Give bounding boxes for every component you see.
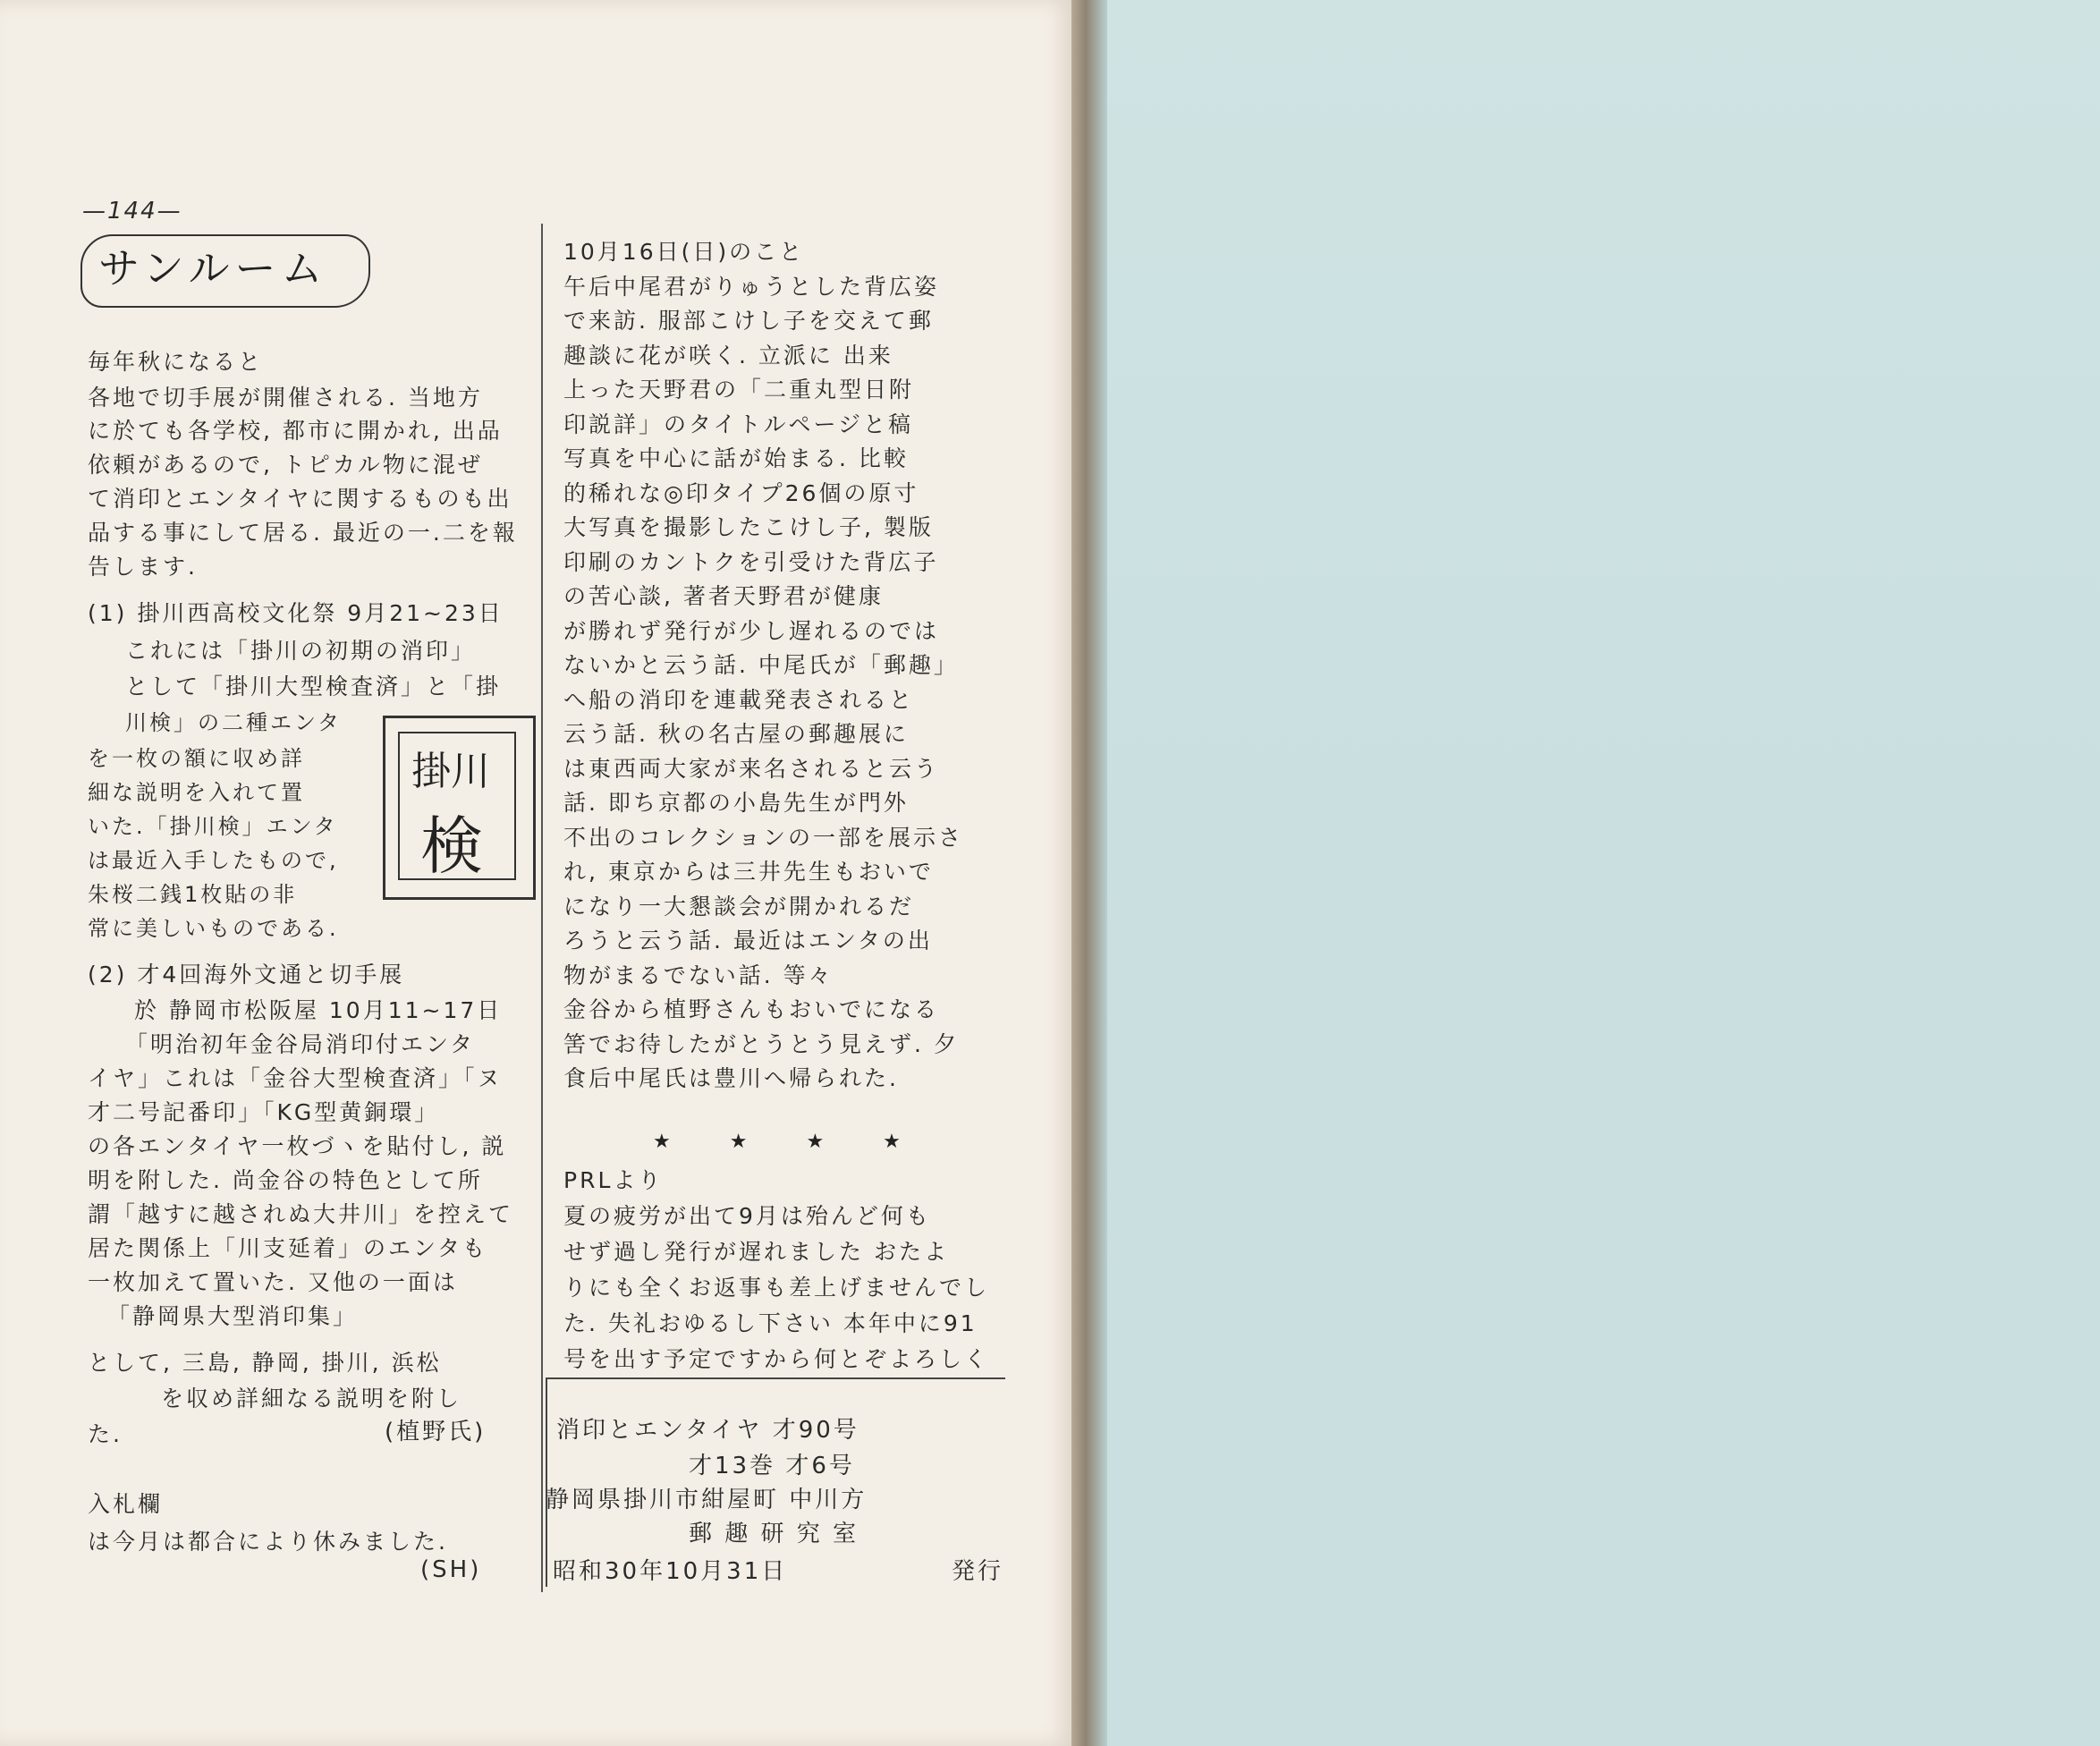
- left-text-line: として, 三島, 静岡, 掛川, 浜松: [88, 1350, 442, 1376]
- left-text-line: 細な説明を入れて置: [88, 780, 305, 805]
- left-text-line: を一枚の額に収め詳: [88, 746, 305, 771]
- left-text-line: (1) 掛川西高校文化祭 9月21~23日: [88, 600, 504, 626]
- left-text-line: (2) 才4回海外文通と切手展: [88, 962, 405, 987]
- left-text-line: の各エンタイヤ一枚づヽを貼付し, 説: [88, 1133, 507, 1159]
- right-text-line: 上った天野君の「二重丸型日附: [563, 377, 915, 403]
- page-number: —144—: [82, 198, 182, 225]
- page-title: サンルーム: [98, 244, 328, 292]
- left-text-line: いた.「掛川検」エンタ: [88, 814, 338, 839]
- right-text-line: 午后中尾君がりゅうとした背広姿: [563, 273, 940, 300]
- right-text-line: は東西両大家が来名されると云う: [563, 755, 940, 782]
- colophon-title: 消印とエンタイヤ 才90号: [556, 1417, 859, 1444]
- left-initials: (SH): [420, 1556, 482, 1583]
- right-text-line: 云う話. 秋の名古屋の郵趣展に: [563, 721, 909, 747]
- left-text-line: は今月は都合により休みました.: [88, 1529, 448, 1555]
- right-text-line: 大写真を撮影したこけし子, 製版: [563, 514, 934, 540]
- left-text-line: 朱桜二銭1枚貼の非: [88, 882, 298, 907]
- colophon-volume: 才13巻 才6号: [689, 1453, 855, 1479]
- left-text-line: 毎年秋になると: [88, 349, 264, 375]
- left-text-line: として「掛川大型検査済」と「掛: [125, 674, 502, 699]
- column-divider: [541, 224, 543, 1592]
- star-divider: ★★★★: [653, 1131, 960, 1153]
- left-text-line: これには「掛川の初期の消印」: [125, 638, 477, 664]
- left-text-line: 告します.: [88, 554, 198, 580]
- right-text-line: れ, 東京からは三井先生もおいで: [563, 859, 934, 885]
- stamp-text-main: 検: [420, 809, 483, 883]
- right-text-line: ないかと云う話. 中尾氏が「郵趣」: [563, 652, 959, 678]
- right-text-line: 印説詳」のタイトルページと稿: [563, 411, 914, 437]
- colophon-publisher: 郵 趣 研 究 室: [689, 1521, 859, 1547]
- left-text-line: 居た関係上「川支延着」のエンタも: [88, 1235, 488, 1261]
- left-text-line: 「静岡県大型消印集」: [107, 1303, 359, 1329]
- stamp-text-top: 掛川: [411, 749, 490, 794]
- right-text-line: 印刷のカントクを引受けた背広子: [563, 548, 939, 575]
- book-gutter: [1071, 0, 1107, 1746]
- left-text-line: 依頼があるので, トピカル物に混ぜ: [88, 452, 483, 478]
- right-text-line: で来訪. 服部こけし子を交えて郵: [563, 308, 934, 334]
- left-text-line: に於ても各学校, 都市に開かれ, 出品: [88, 418, 503, 444]
- right-text-line: 趣談に花が咲く. 立派に 出来: [563, 342, 893, 369]
- right-text-line: 不出のコレクションの一部を展示さ: [563, 824, 964, 851]
- left-text-line: を収め詳細なる説明を附し: [161, 1386, 462, 1411]
- right-text-line: 筈でお待したがとうとう見えず. 夕: [563, 1030, 959, 1057]
- right-text-line: せず過し発行が遅れました おたよ: [563, 1239, 949, 1265]
- right-text-line: りにも全くお返事も差上げませんでし: [563, 1275, 990, 1301]
- right-text-line: 物がまるでない話. 等々: [563, 962, 834, 988]
- right-text-line: PRLより: [563, 1167, 664, 1193]
- right-text-line: 夏の疲労が出て9月は殆んど何も: [563, 1203, 931, 1229]
- left-signoff: (植野氏): [385, 1419, 487, 1445]
- colophon-date: 昭和30年10月31日: [553, 1558, 788, 1585]
- left-text-line: 才二号記番印」「KG型黄銅環」: [88, 1099, 440, 1125]
- right-text-line: 話. 即ち京都の小島先生が門外: [563, 790, 909, 816]
- left-text-line: は最近入手したもので,: [88, 848, 339, 873]
- left-text-line: 於 静岡市松阪屋 10月11~17日: [134, 997, 503, 1023]
- left-text-line: て消印とエンタイヤに関するものも出: [88, 486, 512, 512]
- left-text-line: た.: [88, 1421, 123, 1447]
- right-text-line: 号を出す予定ですから何とぞよろしく: [563, 1346, 990, 1372]
- left-text-line: 「明治初年金谷局消印付エンタ: [125, 1031, 476, 1057]
- right-text-line: 金谷から植野さんもおいでになる: [563, 996, 940, 1022]
- left-text-line: 入札欄: [88, 1491, 164, 1517]
- left-text-line: 一枚加えて置いた. 又他の一面は: [88, 1269, 458, 1295]
- right-text-line: ろうと云う話. 最近はエンタの出: [563, 928, 933, 954]
- right-text-line: の苦心談, 著者天野君が健康: [563, 583, 884, 609]
- right-text-line: へ船の消印を連載発表されると: [563, 686, 915, 713]
- right-text-line: た. 失礼おゆるし下さい 本年中に91: [563, 1310, 978, 1336]
- left-text-line: 川検」の二種エンタ: [125, 710, 343, 735]
- left-text-line: 謂「越すに越されぬ大井川」を控えて: [88, 1201, 514, 1227]
- left-text-line: 品する事にして居る. 最近の一.二を報: [88, 520, 518, 546]
- right-page-blank: [1107, 0, 2100, 1746]
- right-text-line: 10月16日(日)のこと: [563, 239, 805, 265]
- left-text-line: 常に美しいものである.: [88, 916, 339, 941]
- right-text-line: 食后中尾氏は豊川へ帰られた.: [563, 1065, 899, 1091]
- right-text-line: になり一大懇談会が開かれるだ: [563, 893, 915, 920]
- right-text-line: 写真を中心に話が始まる. 比較: [563, 445, 909, 471]
- colophon-issued: 発行: [952, 1558, 1004, 1585]
- left-text-line: 各地で切手展が開催される. 当地方: [88, 385, 483, 411]
- right-text-line: が勝れず発行が少し遅れるのでは: [563, 617, 940, 644]
- colophon-address: 静岡県掛川市紺屋町 中川方: [546, 1487, 868, 1513]
- left-text-line: 明を附した. 尚金谷の特色として所: [88, 1167, 483, 1193]
- right-text-line: 的稀れな◎印タイプ26個の原寸: [563, 479, 919, 506]
- left-text-line: イヤ」これは「金谷大型検査済」「ヌ: [88, 1065, 503, 1091]
